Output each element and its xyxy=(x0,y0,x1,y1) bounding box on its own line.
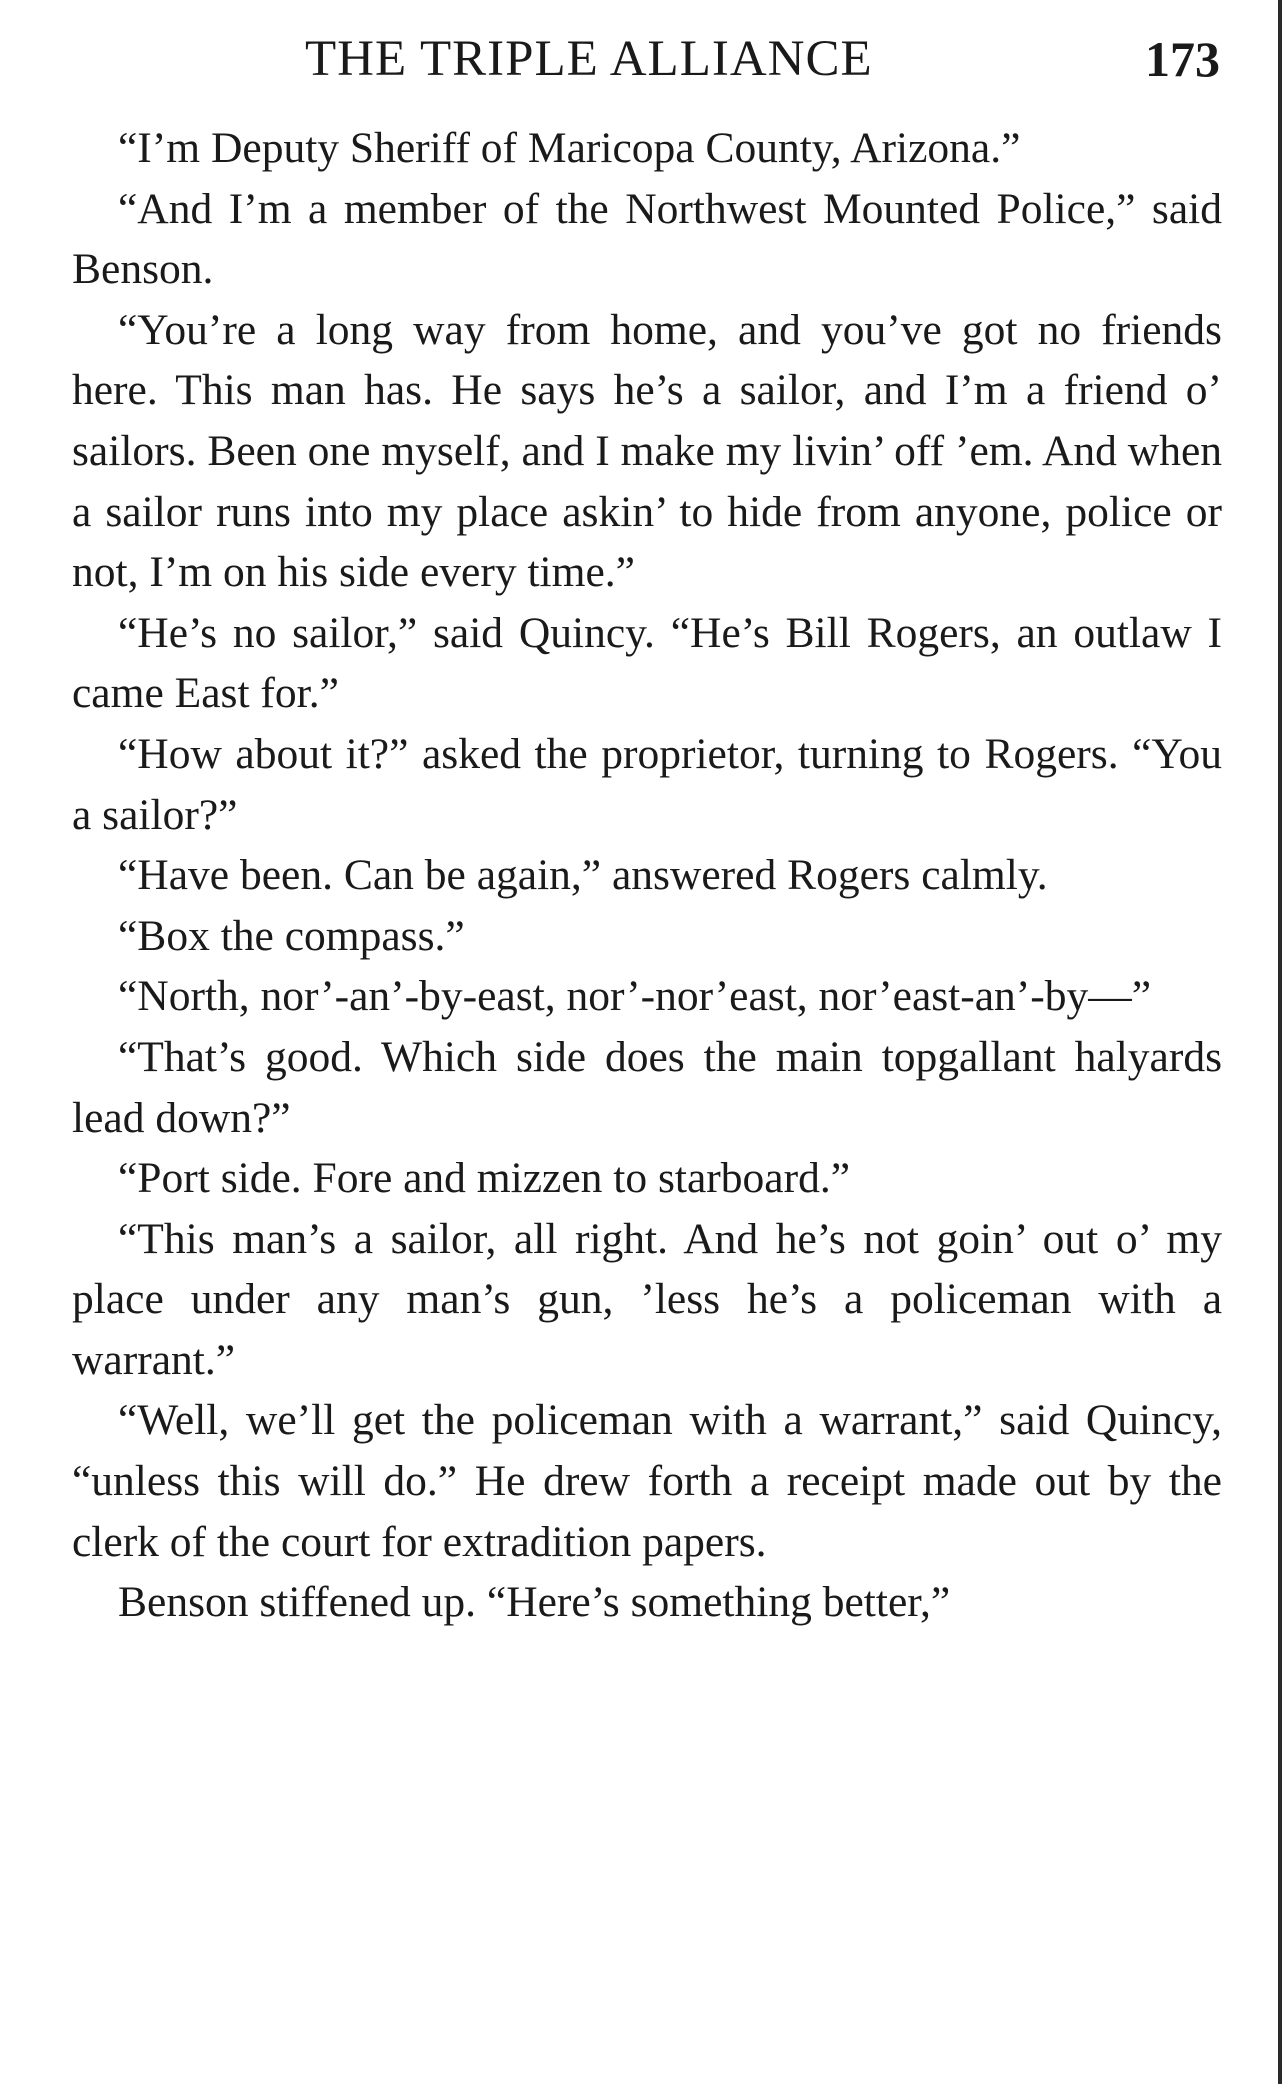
paragraph: “I’m Deputy Sheriff of Maricopa County, Arizona.” xyxy=(118,124,1021,172)
paragraph: “Have been. Can be again,” answered Rogers calmly. xyxy=(118,851,1048,900)
body-text xyxy=(72,118,1222,1633)
paragraph: “He’s no sailor,” said Quincy. “He’s Bill Rogers, an outlaw I came East for.” xyxy=(72,608,1222,718)
paragraph: “You’re a long way from home, and you’ve got no friends here. This man has. He says he’s a sailor, and I’m a friend o’ sailors. Been one myself, and I make my livin’ off ’em. And when a sailor runs into my place askin’ to hide from anyone, police or not, I’m on his side every time.” xyxy=(72,305,1222,597)
page-header xyxy=(70,30,1220,110)
page-edge-rule xyxy=(1278,0,1282,2084)
paragraph: “North, nor’-an’-by-east, nor’-nor’east, nor’east-an’-by—” xyxy=(118,972,1152,1021)
paragraph: “Box the compass.” xyxy=(118,911,465,960)
running-head: THE TRIPLE ALLIANCE xyxy=(305,31,873,87)
paragraph: Benson stiffened up. “Here’s something better,” xyxy=(118,1578,951,1627)
paragraph: “How about it?” asked the proprietor, turning to Rogers. “You a sailor?” xyxy=(72,729,1222,839)
page-number: 173 xyxy=(1145,31,1220,87)
paragraph: “Port side. Fore and mizzen to starboard.” xyxy=(118,1154,851,1203)
paragraph: “This man’s a sailor, all right. And he’s not goin’ out o’ my place under any man’s gun, ’less he’s a policeman with a warrant.” xyxy=(72,1214,1222,1384)
paragraph: “Well, we’ll get the policeman with a warrant,” said Quincy, “unless this will do.” He drew forth a receipt made out by the clerk of the court for extradition papers. xyxy=(72,1396,1222,1566)
paragraph: “And I’m a member of the Northwest Mounted Police,” said Benson. xyxy=(72,184,1222,294)
paragraph: “That’s good. Which side does the main topgallant halyards lead down?” xyxy=(72,1032,1222,1142)
